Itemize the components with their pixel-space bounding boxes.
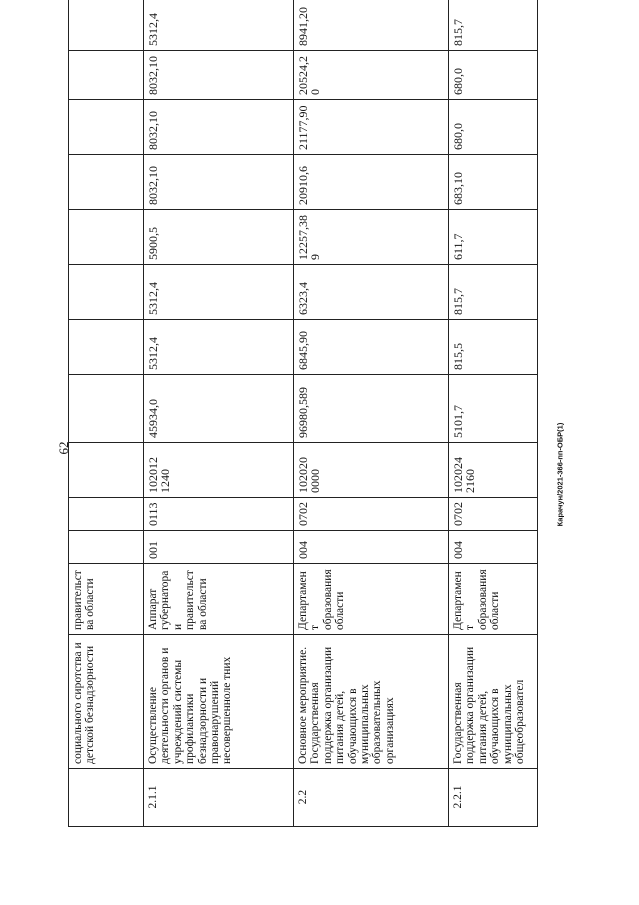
cell-value-7: 20524,20 [294,51,449,100]
cell-name: Осуществление деятельности органов и учреждений системы профилактики безнадзорности и правонарушений несовершенноле тних [144,635,294,769]
cell-org: Департамент образования области [294,564,449,635]
cell-value-8: 815,7 [449,0,538,51]
cell-value-8: 8941,20 [294,0,449,51]
cell-value-6: 680,0 [449,100,538,155]
cell-value-3: 815,7 [449,265,538,320]
rotated-table-container [68,7,537,827]
page-number: 62 [56,441,71,455]
budget-table [68,0,538,827]
table-row [69,0,144,827]
cell-value-7 [69,51,144,100]
table-viewport [68,7,537,827]
cell-csr: 102020 0000 [294,443,449,498]
cell-grbs [69,531,144,564]
cell-grbs: 001 [144,531,294,564]
document-id: Карачун/2021-366-пп-ОБР(1) [555,422,565,527]
cell-rz: 0113 [144,498,294,531]
cell-value-5 [69,155,144,210]
cell-org: правительст ва области [69,564,144,635]
cell-rz: 0702 [294,498,449,531]
cell-rz [69,498,144,531]
cell-value-4: 12257,38 9 [294,210,449,265]
cell-value-3: 5312,4 [144,265,294,320]
cell-num: 2.2 [294,769,449,827]
cell-value-1 [69,375,144,443]
cell-value-2: 815,5 [449,320,538,375]
table-row [144,0,294,827]
cell-value-8: 5312,4 [144,0,294,51]
cell-value-1: 45934,0 [144,375,294,443]
cell-value-6: 21177,90 [294,100,449,155]
cell-value-1: 96980,589 [294,375,449,443]
cell-rz: 0702 [449,498,538,531]
cell-csr [69,443,144,498]
cell-value-4: 611,7 [449,210,538,265]
cell-value-2 [69,320,144,375]
cell-num [69,769,144,827]
cell-org: Департамент образования области [449,564,538,635]
cell-value-5: 683,10 [449,155,538,210]
table-row [449,0,538,827]
cell-grbs: 004 [449,531,538,564]
cell-name: Государственная поддержка организации питания детей, обучающихся в муниципальных общеобразовател [449,635,538,769]
cell-value-2: 6845,90 [294,320,449,375]
cell-value-1: 5101,7 [449,375,538,443]
cell-value-4: 5900,5 [144,210,294,265]
cell-num: 2.2.1 [449,769,538,827]
table-row [294,0,449,827]
cell-value-5: 8032,10 [144,155,294,210]
cell-value-4 [69,210,144,265]
cell-value-7: 680,0 [449,51,538,100]
cell-value-2: 5312,4 [144,320,294,375]
cell-name: социального сиротства и детской безнадзорности [69,635,144,769]
cell-csr: 102012 1240 [144,443,294,498]
cell-value-8 [69,0,144,51]
cell-csr: 102024 2160 [449,443,538,498]
cell-grbs: 004 [294,531,449,564]
cell-value-7: 8032,10 [144,51,294,100]
cell-value-3: 6323,4 [294,265,449,320]
cell-value-5: 20910,6 [294,155,449,210]
cell-org: Аппарат губернатора и правительст ва области [144,564,294,635]
cell-num: 2.1.1 [144,769,294,827]
cell-value-3 [69,265,144,320]
cell-value-6 [69,100,144,155]
cell-name: Основное мероприятие. Государственная поддержка организации питания детей, обучающихся в муниципальных образовательных организациях [294,635,449,769]
cell-value-6: 8032,10 [144,100,294,155]
